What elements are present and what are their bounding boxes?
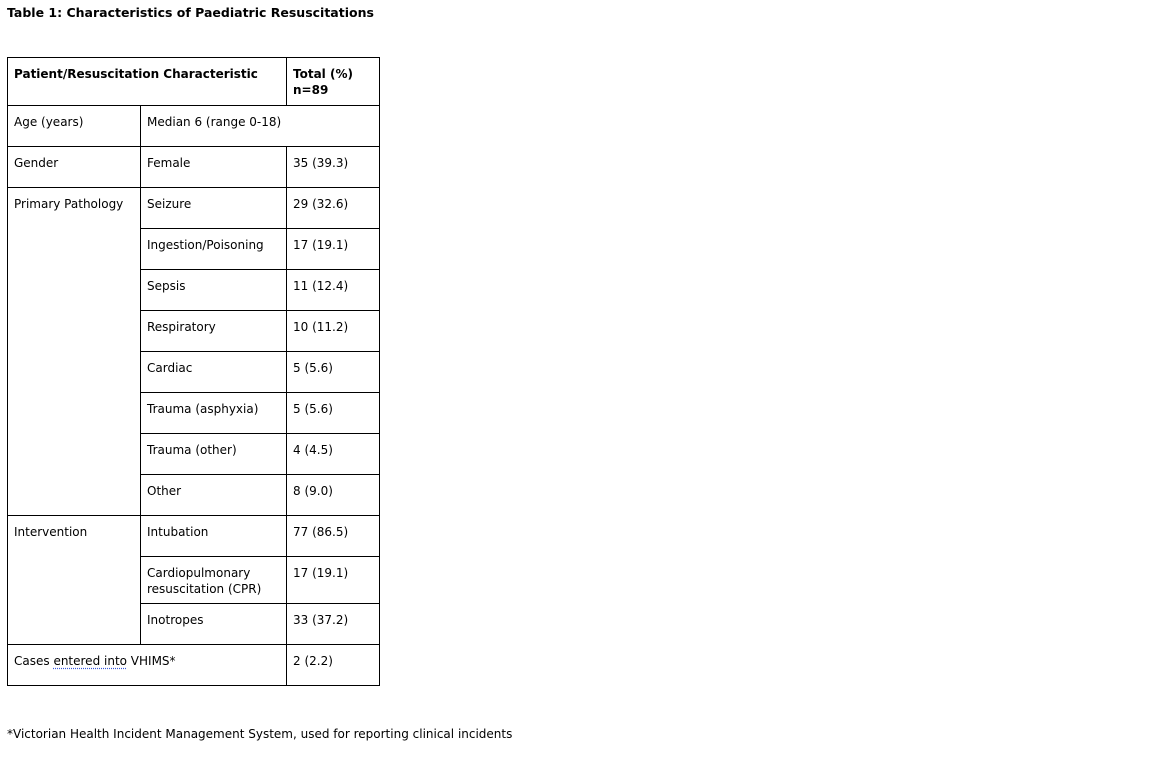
row-label-age: Age (years): [8, 106, 141, 147]
row-value: 17 (19.1): [287, 229, 380, 270]
row-sub: Other: [141, 475, 287, 516]
header-total-n: n=89: [293, 83, 329, 97]
row-value: 33 (37.2): [287, 604, 380, 645]
row-sub-cpr-line2: resuscitation (CPR): [147, 582, 262, 596]
row-label-pathology: Primary Pathology: [8, 188, 141, 516]
row-label-intervention: Intervention: [8, 516, 141, 645]
row-value: 11 (12.4): [287, 270, 380, 311]
header-total: [287, 58, 380, 106]
table-footnote: *Victorian Health Incident Management System, used for reporting clinical incidents: [7, 727, 513, 741]
row-value: 5 (5.6): [287, 393, 380, 434]
row-value-age: Median 6 (range 0-18): [141, 106, 380, 147]
table-row: [8, 106, 380, 147]
row-sub: Ingestion/Poisoning: [141, 229, 287, 270]
table-caption: Table 1: Characteristics of Paediatric Resuscitations: [7, 5, 374, 20]
spellcheck-flagged-text: entered into: [53, 654, 127, 668]
row-value: 17 (19.1): [287, 557, 380, 604]
row-value: 4 (4.5): [287, 434, 380, 475]
row-label-gender: Gender: [8, 147, 141, 188]
table-header-row: [8, 58, 380, 106]
header-total-label: Total (%): [293, 67, 353, 81]
row-sub: Cardiac: [141, 352, 287, 393]
row-value-female: 35 (39.3): [287, 147, 380, 188]
row-sub-female: Female: [141, 147, 287, 188]
row-label-vhims: [8, 645, 287, 686]
row-sub: Inotropes: [141, 604, 287, 645]
vhims-label-suffix: VHIMS*: [126, 654, 176, 668]
header-characteristic: Patient/Resuscitation Characteristic: [8, 58, 287, 106]
row-sub: Respiratory: [141, 311, 287, 352]
row-value-vhims: 2 (2.2): [287, 645, 380, 686]
table-row: [8, 147, 380, 188]
table-row: [8, 516, 380, 557]
table-row: [8, 188, 380, 229]
row-sub: Trauma (asphyxia): [141, 393, 287, 434]
row-sub-cpr: [141, 557, 287, 604]
row-value: 29 (32.6): [287, 188, 380, 229]
row-sub-cpr-line1: Cardiopulmonary: [147, 566, 251, 580]
row-value: 8 (9.0): [287, 475, 380, 516]
row-sub: Intubation: [141, 516, 287, 557]
row-sub: Seizure: [141, 188, 287, 229]
row-value: 10 (11.2): [287, 311, 380, 352]
row-sub: Sepsis: [141, 270, 287, 311]
row-value: 5 (5.6): [287, 352, 380, 393]
table-row: [8, 645, 380, 686]
row-value: 77 (86.5): [287, 516, 380, 557]
characteristics-table: [7, 57, 380, 686]
row-sub: Trauma (other): [141, 434, 287, 475]
vhims-label-prefix: Cases: [14, 654, 54, 668]
